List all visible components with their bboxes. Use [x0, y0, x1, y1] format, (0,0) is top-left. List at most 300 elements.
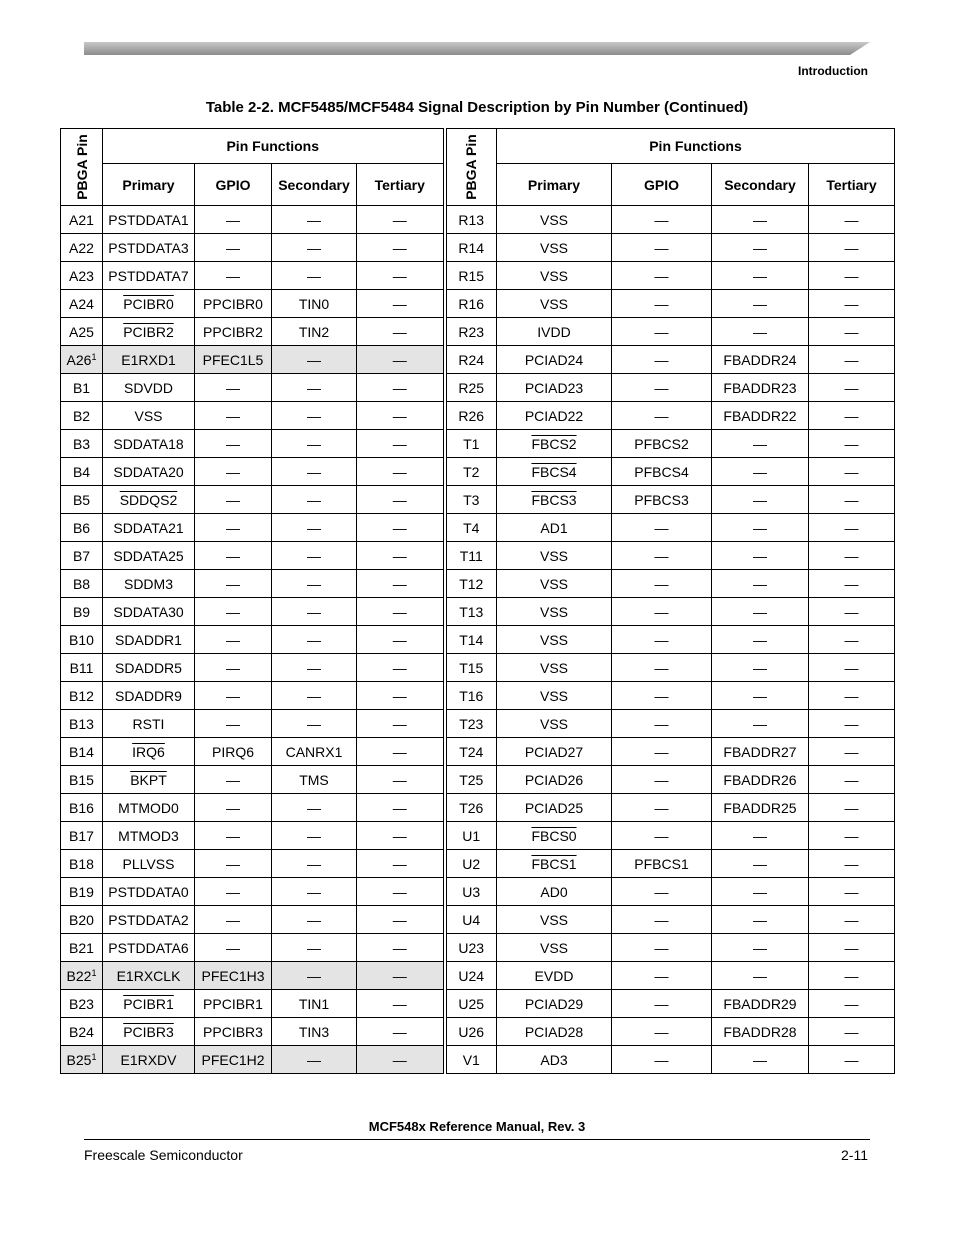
secondary-cell: —: [712, 962, 809, 990]
tertiary-cell: —: [809, 598, 895, 626]
tertiary-cell: —: [357, 206, 445, 234]
table-row: [61, 766, 895, 794]
tertiary-cell: —: [809, 430, 895, 458]
pin-cell: B14: [61, 738, 103, 766]
primary-cell: IVDD: [497, 318, 612, 346]
tertiary-cell: —: [357, 486, 445, 514]
gpio-cell: —: [612, 738, 712, 766]
gpio-cell: —: [612, 234, 712, 262]
pin-cell: A22: [61, 234, 103, 262]
primary-cell: BKPT: [103, 766, 195, 794]
tertiary-header: Tertiary: [357, 164, 445, 206]
primary-cell: VSS: [497, 598, 612, 626]
secondary-cell: TIN2: [272, 318, 357, 346]
tertiary-cell: —: [809, 402, 895, 430]
pin-cell: R24: [445, 346, 497, 374]
tertiary-cell: —: [809, 374, 895, 402]
table-row: [61, 654, 895, 682]
pin-cell: B23: [61, 990, 103, 1018]
gpio-cell: —: [195, 906, 272, 934]
secondary-cell: —: [272, 542, 357, 570]
tertiary-cell: —: [809, 346, 895, 374]
pin-cell: T2: [445, 458, 497, 486]
secondary-cell: —: [272, 430, 357, 458]
tertiary-cell: —: [357, 878, 445, 906]
tertiary-cell: —: [357, 1046, 445, 1074]
pbga-pin-header-right: PBGA Pin: [445, 129, 497, 206]
secondary-cell: —: [272, 822, 357, 850]
pin-cell: B19: [61, 878, 103, 906]
tertiary-cell: —: [357, 934, 445, 962]
primary-cell: SDDM3: [103, 570, 195, 598]
table-row: [61, 598, 895, 626]
tertiary-cell: —: [809, 262, 895, 290]
primary-cell: PCIBR3: [103, 1018, 195, 1046]
primary-cell: AD3: [497, 1046, 612, 1074]
secondary-cell: —: [712, 654, 809, 682]
tertiary-cell: —: [809, 458, 895, 486]
tertiary-cell: —: [809, 290, 895, 318]
primary-cell: AD0: [497, 878, 612, 906]
gpio-cell: —: [612, 878, 712, 906]
pin-cell: R15: [445, 262, 497, 290]
pin-functions-header-right: Pin Functions: [497, 129, 895, 164]
gpio-cell: —: [195, 654, 272, 682]
pin-table: [60, 128, 895, 1074]
gpio-header: GPIO: [195, 164, 272, 206]
gpio-cell: —: [195, 822, 272, 850]
primary-cell: MTMOD0: [103, 794, 195, 822]
primary-cell: PSTDDATA1: [103, 206, 195, 234]
table-row: [61, 430, 895, 458]
gpio-cell: —: [195, 766, 272, 794]
primary-cell: VSS: [497, 206, 612, 234]
footnote-marker: 1: [91, 1051, 97, 1062]
pin-cell: R13: [445, 206, 497, 234]
gpio-cell: PPCIBR3: [195, 1018, 272, 1046]
pin-cell: B7: [61, 542, 103, 570]
gpio-header: GPIO: [612, 164, 712, 206]
pin-cell: A23: [61, 262, 103, 290]
secondary-cell: —: [712, 514, 809, 542]
pin-cell: T13: [445, 598, 497, 626]
secondary-cell: —: [712, 682, 809, 710]
primary-cell: E1RXDV: [103, 1046, 195, 1074]
secondary-cell: FBADDR24: [712, 346, 809, 374]
table-row: [61, 962, 895, 990]
primary-cell: VSS: [497, 906, 612, 934]
gpio-cell: —: [612, 1018, 712, 1046]
secondary-cell: FBADDR26: [712, 766, 809, 794]
primary-cell: IRQ6: [103, 738, 195, 766]
secondary-cell: —: [712, 850, 809, 878]
secondary-header: Secondary: [712, 164, 809, 206]
table-row: [61, 402, 895, 430]
secondary-cell: —: [712, 906, 809, 934]
primary-cell: PCIAD27: [497, 738, 612, 766]
pin-cell: U4: [445, 906, 497, 934]
pin-cell: B16: [61, 794, 103, 822]
primary-cell: FBCS1: [497, 850, 612, 878]
secondary-cell: —: [712, 542, 809, 570]
pin-cell: R23: [445, 318, 497, 346]
gpio-cell: —: [612, 542, 712, 570]
secondary-cell: —: [712, 934, 809, 962]
gpio-cell: —: [612, 990, 712, 1018]
gpio-cell: PFBCS2: [612, 430, 712, 458]
pin-cell: A25: [61, 318, 103, 346]
primary-cell: PCIBR2: [103, 318, 195, 346]
secondary-cell: —: [272, 458, 357, 486]
pin-cell: B17: [61, 822, 103, 850]
table-row: [61, 822, 895, 850]
secondary-cell: —: [712, 598, 809, 626]
secondary-cell: —: [272, 486, 357, 514]
pin-cell: U23: [445, 934, 497, 962]
secondary-header: Secondary: [272, 164, 357, 206]
tertiary-cell: —: [809, 682, 895, 710]
gpio-cell: —: [195, 934, 272, 962]
secondary-cell: —: [712, 1046, 809, 1074]
secondary-cell: —: [712, 234, 809, 262]
pin-cell: B20: [61, 906, 103, 934]
primary-cell: SDADDR5: [103, 654, 195, 682]
primary-cell: SDDATA21: [103, 514, 195, 542]
secondary-cell: —: [712, 878, 809, 906]
table-row: [61, 262, 895, 290]
secondary-cell: —: [712, 318, 809, 346]
tertiary-cell: —: [809, 514, 895, 542]
pin-cell: U26: [445, 1018, 497, 1046]
table-row: [61, 794, 895, 822]
pin-cell: U3: [445, 878, 497, 906]
pin-functions-header-left: Pin Functions: [103, 129, 445, 164]
tertiary-cell: —: [809, 934, 895, 962]
tertiary-cell: —: [357, 374, 445, 402]
pin-cell: B11: [61, 654, 103, 682]
gpio-cell: —: [195, 878, 272, 906]
table-row: [61, 1018, 895, 1046]
pin-cell: R26: [445, 402, 497, 430]
pin-cell: B3: [61, 430, 103, 458]
gpio-cell: —: [195, 598, 272, 626]
primary-cell: E1RXD1: [103, 346, 195, 374]
pin-cell: T23: [445, 710, 497, 738]
primary-cell: EVDD: [497, 962, 612, 990]
gpio-cell: —: [612, 626, 712, 654]
table-row: [61, 906, 895, 934]
secondary-cell: —: [272, 906, 357, 934]
gpio-cell: PPCIBR1: [195, 990, 272, 1018]
table-row: [61, 878, 895, 906]
primary-cell: SDDATA25: [103, 542, 195, 570]
primary-cell: PCIBR0: [103, 290, 195, 318]
primary-cell: FBCS2: [497, 430, 612, 458]
tertiary-cell: —: [809, 962, 895, 990]
pin-cell: B13: [61, 710, 103, 738]
table-row: [61, 542, 895, 570]
tertiary-cell: —: [809, 542, 895, 570]
primary-cell: VSS: [497, 654, 612, 682]
gpio-cell: —: [612, 962, 712, 990]
tertiary-cell: —: [809, 878, 895, 906]
secondary-cell: —: [272, 346, 357, 374]
table-row: [61, 206, 895, 234]
table-row: [61, 234, 895, 262]
primary-cell: SDDATA30: [103, 598, 195, 626]
pin-cell: T24: [445, 738, 497, 766]
gpio-cell: —: [612, 1046, 712, 1074]
tertiary-cell: —: [809, 906, 895, 934]
table-row: [61, 486, 895, 514]
primary-cell: FBCS3: [497, 486, 612, 514]
secondary-cell: —: [272, 654, 357, 682]
primary-cell: PSTDDATA6: [103, 934, 195, 962]
primary-cell: VSS: [103, 402, 195, 430]
gpio-cell: PFEC1H2: [195, 1046, 272, 1074]
tertiary-cell: —: [357, 1018, 445, 1046]
gpio-cell: PIRQ6: [195, 738, 272, 766]
secondary-cell: —: [272, 878, 357, 906]
pin-cell: T26: [445, 794, 497, 822]
pbga-pin-header-left: PBGA Pin: [61, 129, 103, 206]
primary-cell: PLLVSS: [103, 850, 195, 878]
pin-cell: T11: [445, 542, 497, 570]
pin-cell: B4: [61, 458, 103, 486]
table-title: Table 2-2. MCF5485/MCF5484 Signal Description by Pin Number (Continued): [205, 99, 749, 116]
table-row: [61, 850, 895, 878]
table-row: [61, 318, 895, 346]
company-name: Freescale Semiconductor: [84, 1147, 243, 1163]
gpio-cell: —: [612, 934, 712, 962]
secondary-cell: —: [272, 598, 357, 626]
primary-cell: SDDATA20: [103, 458, 195, 486]
gpio-cell: —: [195, 262, 272, 290]
secondary-cell: —: [712, 206, 809, 234]
table-row: [61, 290, 895, 318]
secondary-cell: —: [272, 710, 357, 738]
secondary-cell: —: [712, 290, 809, 318]
gpio-cell: —: [195, 206, 272, 234]
tertiary-cell: —: [809, 570, 895, 598]
tertiary-cell: —: [357, 962, 445, 990]
tertiary-cell: —: [357, 542, 445, 570]
primary-cell: PSTDDATA3: [103, 234, 195, 262]
gpio-cell: —: [612, 402, 712, 430]
secondary-cell: —: [272, 374, 357, 402]
tertiary-cell: —: [357, 766, 445, 794]
primary-cell: VSS: [497, 290, 612, 318]
gpio-cell: —: [612, 682, 712, 710]
gpio-cell: —: [612, 262, 712, 290]
gpio-cell: —: [612, 598, 712, 626]
tertiary-cell: —: [809, 486, 895, 514]
tertiary-cell: —: [809, 766, 895, 794]
secondary-cell: FBADDR25: [712, 794, 809, 822]
table-row: [61, 626, 895, 654]
gpio-cell: —: [612, 710, 712, 738]
secondary-cell: FBADDR28: [712, 1018, 809, 1046]
secondary-cell: —: [272, 1046, 357, 1074]
primary-cell: PCIAD24: [497, 346, 612, 374]
tertiary-cell: —: [357, 598, 445, 626]
table-row: [61, 346, 895, 374]
secondary-cell: —: [272, 234, 357, 262]
table-row: [61, 710, 895, 738]
gpio-cell: —: [195, 486, 272, 514]
tertiary-cell: —: [809, 738, 895, 766]
secondary-cell: TIN3: [272, 1018, 357, 1046]
pin-cell: B2: [61, 402, 103, 430]
primary-cell: SDDQS2: [103, 486, 195, 514]
tertiary-cell: —: [809, 1046, 895, 1074]
secondary-cell: —: [272, 934, 357, 962]
gpio-cell: —: [195, 402, 272, 430]
secondary-cell: —: [272, 514, 357, 542]
pin-cell: T16: [445, 682, 497, 710]
table-row: [61, 570, 895, 598]
tertiary-cell: —: [809, 850, 895, 878]
primary-cell: VSS: [497, 626, 612, 654]
tertiary-cell: —: [357, 318, 445, 346]
primary-cell: SDVDD: [103, 374, 195, 402]
gpio-cell: —: [612, 206, 712, 234]
tertiary-cell: —: [357, 290, 445, 318]
secondary-cell: FBADDR22: [712, 402, 809, 430]
table-row: [61, 682, 895, 710]
tertiary-cell: —: [357, 402, 445, 430]
pin-cell: B6: [61, 514, 103, 542]
gpio-cell: —: [195, 682, 272, 710]
gpio-cell: PPCIBR0: [195, 290, 272, 318]
pin-cell: T15: [445, 654, 497, 682]
secondary-cell: CANRX1: [272, 738, 357, 766]
pin-cell: R25: [445, 374, 497, 402]
gpio-cell: —: [195, 626, 272, 654]
pin-cell: T4: [445, 514, 497, 542]
secondary-cell: —: [272, 794, 357, 822]
gpio-cell: PFEC1H3: [195, 962, 272, 990]
primary-cell: PSTDDATA0: [103, 878, 195, 906]
gpio-cell: —: [612, 570, 712, 598]
secondary-cell: —: [712, 430, 809, 458]
primary-cell: E1RXCLK: [103, 962, 195, 990]
pin-cell: B5: [61, 486, 103, 514]
gpio-cell: —: [612, 318, 712, 346]
tertiary-cell: —: [357, 850, 445, 878]
secondary-cell: TIN0: [272, 290, 357, 318]
tertiary-cell: —: [357, 710, 445, 738]
tertiary-cell: —: [357, 458, 445, 486]
gpio-cell: —: [612, 766, 712, 794]
tertiary-cell: —: [809, 626, 895, 654]
primary-cell: PCIAD29: [497, 990, 612, 1018]
secondary-cell: FBADDR23: [712, 374, 809, 402]
tertiary-cell: —: [809, 1018, 895, 1046]
secondary-cell: —: [712, 626, 809, 654]
gpio-cell: —: [195, 430, 272, 458]
pin-cell: B10: [61, 626, 103, 654]
pin-cell: U24: [445, 962, 497, 990]
tertiary-cell: —: [809, 710, 895, 738]
tertiary-cell: —: [357, 514, 445, 542]
gpio-cell: —: [195, 542, 272, 570]
secondary-cell: TMS: [272, 766, 357, 794]
gpio-cell: —: [195, 458, 272, 486]
pin-cell: $A26^1$: [61, 346, 103, 374]
gpio-cell: PFBCS4: [612, 458, 712, 486]
secondary-cell: —: [712, 458, 809, 486]
secondary-cell: —: [272, 682, 357, 710]
secondary-cell: —: [272, 626, 357, 654]
primary-cell: VSS: [497, 542, 612, 570]
pin-cell: B18: [61, 850, 103, 878]
primary-cell: AD1: [497, 514, 612, 542]
secondary-cell: FBADDR27: [712, 738, 809, 766]
pin-cell: $B22^1$: [61, 962, 103, 990]
tertiary-cell: —: [357, 430, 445, 458]
gpio-cell: —: [612, 794, 712, 822]
gpio-cell: —: [612, 654, 712, 682]
primary-cell: PCIBR1: [103, 990, 195, 1018]
primary-cell: VSS: [497, 262, 612, 290]
pin-cell: A21: [61, 206, 103, 234]
secondary-cell: —: [272, 402, 357, 430]
primary-cell: MTMOD3: [103, 822, 195, 850]
primary-header: Primary: [103, 164, 195, 206]
tertiary-cell: —: [357, 682, 445, 710]
tertiary-cell: —: [357, 822, 445, 850]
pin-cell: U1: [445, 822, 497, 850]
primary-cell: PSTDDATA7: [103, 262, 195, 290]
tertiary-cell: —: [809, 234, 895, 262]
table-row: [61, 990, 895, 1018]
primary-cell: VSS: [497, 570, 612, 598]
gpio-cell: PFEC1L5: [195, 346, 272, 374]
primary-cell: SDADDR1: [103, 626, 195, 654]
secondary-cell: —: [712, 710, 809, 738]
tertiary-cell: —: [357, 906, 445, 934]
pin-cell: T1: [445, 430, 497, 458]
gpio-cell: —: [612, 374, 712, 402]
gpio-cell: —: [612, 514, 712, 542]
secondary-cell: TIN1: [272, 990, 357, 1018]
pin-cell: U2: [445, 850, 497, 878]
primary-header: Primary: [497, 164, 612, 206]
secondary-cell: —: [272, 262, 357, 290]
secondary-cell: FBADDR29: [712, 990, 809, 1018]
tertiary-cell: —: [357, 654, 445, 682]
pin-cell: T3: [445, 486, 497, 514]
footnote-marker: 1: [91, 351, 97, 362]
primary-cell: FBCS0: [497, 822, 612, 850]
table-row: [61, 738, 895, 766]
tertiary-cell: —: [357, 262, 445, 290]
tertiary-cell: —: [357, 738, 445, 766]
primary-cell: VSS: [497, 710, 612, 738]
gpio-cell: —: [612, 290, 712, 318]
pin-cell: B1: [61, 374, 103, 402]
pin-cell: $B25^1$: [61, 1046, 103, 1074]
primary-cell: VSS: [497, 934, 612, 962]
manual-title: MCF548x Reference Manual, Rev. 3: [368, 1119, 586, 1134]
tertiary-cell: —: [357, 794, 445, 822]
table-row: [61, 458, 895, 486]
table-row: [61, 374, 895, 402]
tertiary-cell: —: [357, 626, 445, 654]
tertiary-header: Tertiary: [809, 164, 895, 206]
pin-cell: A24: [61, 290, 103, 318]
